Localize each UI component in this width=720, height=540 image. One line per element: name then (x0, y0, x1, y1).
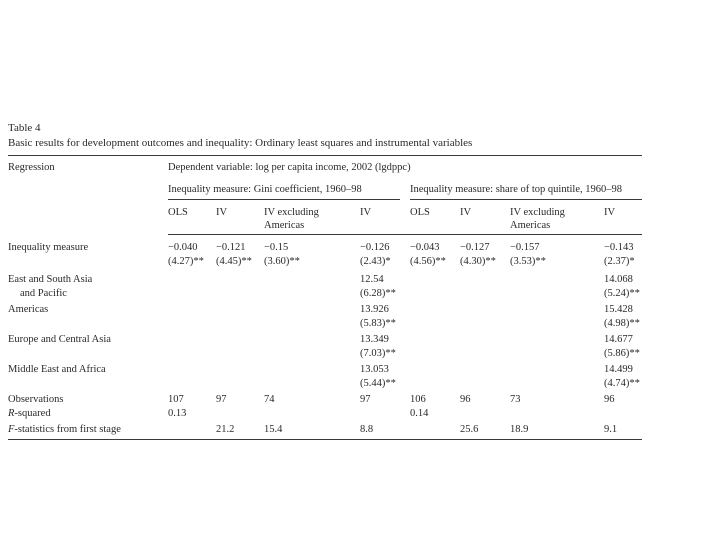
table-cell: −0.040 (168, 242, 198, 253)
row-label-line2: and Pacific (20, 288, 67, 299)
stat-cell: 0.13 (168, 408, 187, 419)
top-rule (8, 155, 642, 156)
table-cell-tstat: (4.30)** (460, 256, 496, 267)
column-header: IV (604, 207, 616, 218)
stat-label-text: Observations (8, 394, 64, 405)
table-cell-tstat: (5.83)** (360, 318, 396, 329)
stat-label (8, 424, 121, 435)
row-label: Middle East and Africa (8, 364, 106, 375)
stat-cell: 9.1 (604, 424, 618, 435)
stat-label-text: -squared (14, 408, 51, 419)
stat-cell: 96 (460, 394, 471, 405)
table-title: Basic results for development outcomes and inequality: Ordinary least squares and instrumental variables (8, 137, 473, 149)
table-cell-tstat: (4.27)** (168, 256, 204, 267)
stat-cell: 97 (360, 394, 371, 405)
column-header: OLS (410, 207, 430, 218)
table-number: Table 4 (8, 122, 41, 134)
stat-cell: 18.9 (510, 424, 529, 435)
stat-label-italic: R (8, 408, 15, 419)
stat-cell: 97 (216, 394, 227, 405)
stat-label (8, 394, 63, 405)
column-header-line2: Americas (264, 220, 305, 231)
group-header-top-quintile: Inequality measure: share of top quintile, 1960–98 (410, 184, 622, 195)
stat-cell: 74 (264, 394, 275, 405)
table-cell-tstat: (7.03)** (360, 348, 396, 359)
table-cell: 14.677 (604, 334, 633, 345)
column-header-line2: Americas (510, 220, 551, 231)
table-cell-tstat: (4.45)** (216, 256, 252, 267)
table-cell: −0.143 (604, 242, 634, 253)
stat-cell: 96 (604, 394, 615, 405)
stat-cell: 0.14 (410, 408, 429, 419)
column-header: IV excluding (264, 207, 319, 218)
stub-header: Regression (8, 162, 55, 173)
table-cell: −0.121 (216, 242, 246, 253)
table-cell: −0.043 (410, 242, 440, 253)
column-header: OLS (168, 207, 188, 218)
stat-cell: 73 (510, 394, 521, 405)
stat-label-text: -statistics from first stage (14, 424, 121, 435)
table-cell: −0.127 (460, 242, 490, 253)
table-cell-tstat: (3.60)** (264, 256, 300, 267)
stat-cell: 8.8 (360, 424, 374, 435)
group-rule-top-quintile (410, 199, 642, 200)
row-label: Inequality measure (8, 242, 89, 253)
bottom-rule (8, 439, 642, 440)
column-header: IV (216, 207, 228, 218)
stat-cell: 107 (168, 394, 184, 405)
stat-cell: 21.2 (216, 424, 235, 435)
stat-label (8, 408, 51, 419)
table-cell: 13.053 (360, 364, 389, 375)
row-label: Americas (8, 304, 49, 315)
stat-cell: 15.4 (264, 424, 283, 435)
table-cell-tstat: (6.28)** (360, 288, 396, 299)
table-cell-tstat: (5.44)** (360, 378, 396, 389)
table-cell: −0.126 (360, 242, 390, 253)
group-header-gini: Inequality measure: Gini coefficient, 1960–98 (168, 184, 362, 195)
table-cell: 15.428 (604, 304, 633, 315)
table-cell: −0.157 (510, 242, 540, 253)
stat-label-italic: F (8, 424, 15, 435)
dependent-variable-header: Dependent variable: log per capita income, 2002 (lgdppc) (168, 162, 411, 173)
column-header: IV excluding (510, 207, 565, 218)
stat-cell: 25.6 (460, 424, 479, 435)
table-cell: 12.54 (360, 274, 384, 285)
column-header: IV (360, 207, 372, 218)
table-cell-tstat: (2.43)* (360, 256, 391, 267)
table-cell: 14.499 (604, 364, 633, 375)
table-cell-tstat: (4.98)** (604, 318, 640, 329)
table-cell-tstat: (5.24)** (604, 288, 640, 299)
row-label: Europe and Central Asia (8, 334, 111, 345)
header-bottom-rule (168, 234, 642, 235)
table-cell-tstat: (4.56)** (410, 256, 446, 267)
table-cell-tstat: (3.53)** (510, 256, 546, 267)
table-cell-tstat: (2.37)* (604, 256, 635, 267)
table-cell-tstat: (4.74)** (604, 378, 640, 389)
stat-cell: 106 (410, 394, 426, 405)
table-cell: 13.349 (360, 334, 389, 345)
table-cell: 13.926 (360, 304, 389, 315)
group-rule-gini (168, 199, 400, 200)
table-cell-tstat: (5.86)** (604, 348, 640, 359)
row-label: East and South Asia (8, 274, 93, 285)
table-cell: 14.068 (604, 274, 633, 285)
table-cell: −0.15 (264, 242, 289, 253)
column-header: IV (460, 207, 472, 218)
